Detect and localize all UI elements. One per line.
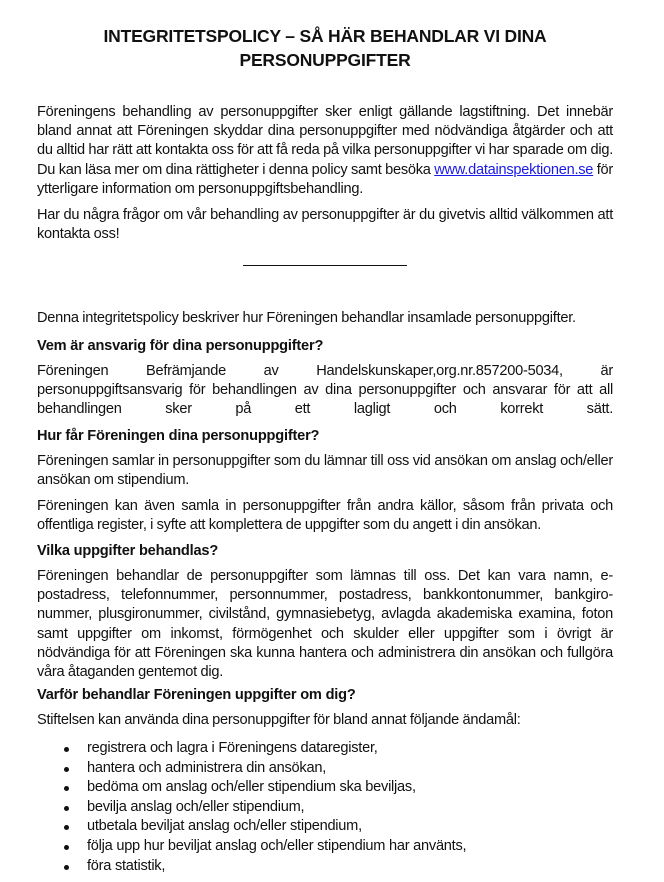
title-line-2: PERSONUPPGIFTER <box>239 50 411 70</box>
section-paragraph-how-collected-2: Föreningen kan även samla in personuppgifter från andra källor, såsom från privata och offentliga register, i syfte att komplettera de uppgifter som du angett i din ansökan. <box>37 498 613 534</box>
section-heading-why: Varför behandlar Föreningen uppgifter om dig? <box>37 687 356 703</box>
bullet-icon <box>64 747 69 752</box>
list-item: följa upp hur beviljat anslag och/eller stipendium har använts, <box>37 837 613 857</box>
bullet-icon <box>64 845 69 850</box>
title-line-1: INTEGRITETSPOLICY – SÅ HÄR BEHANDLAR VI DINA <box>103 26 547 46</box>
document-title <box>37 24 613 72</box>
intro-paragraph <box>37 103 613 199</box>
bullet-icon <box>64 786 69 791</box>
section-heading-what-data: Vilka uppgifter behandlas? <box>37 543 219 559</box>
purpose-list <box>37 739 613 876</box>
bullet-icon <box>64 806 69 811</box>
contact-paragraph: Har du några frågor om vår behandling av personuppgifter är du givetvis alltid välkommen att kontakta oss! <box>37 207 613 243</box>
list-item: bedöma om anslag och/eller stipendium ska beviljas, <box>37 778 613 798</box>
section-heading-responsible: Vem är ansvarig för dina personuppgifter? <box>37 338 324 354</box>
section-paragraph-responsible <box>37 362 613 420</box>
list-item: utbetala beviljat anslag och/eller stipendium, <box>37 817 613 837</box>
list-item: bevilja anslag och/eller stipendium, <box>37 798 613 818</box>
section-paragraph-why: Stiftelsen kan använda dina personuppgifter för bland annat följande ändamål: <box>37 712 521 728</box>
bullet-icon <box>64 767 69 772</box>
list-item: hantera och administrera din ansökan, <box>37 759 613 779</box>
policy-description: Denna integritetspolicy beskriver hur Föreningen behandlar insamlade personuppgifter. <box>37 310 576 326</box>
section-heading-how-collected: Hur får Föreningen dina personuppgifter? <box>37 428 320 444</box>
section-paragraph-how-collected-1: Föreningen samlar in personuppgifter som du lämnar till oss vid ansökan om anslag och/eller ansökan om stipendium. <box>37 453 613 489</box>
list-item: föra statistik, <box>37 857 613 877</box>
bullet-icon <box>64 825 69 830</box>
datainspektionen-link[interactable]: www.datainspektionen.se <box>434 161 594 178</box>
horizontal-divider <box>243 265 407 266</box>
section-paragraph-what-data: Föreningen behandlar de personuppgifter som lämnas till oss. Det kan vara namn, e-postadress, telefonnummer, personnummer, postadress, bankkontonummer, bankgiro-nummer, plusgironummer, civilstånd, gymnasiebetyg, avlagda akademiska examina, foton samt uppgifter om inkomst, förmögenhet och skulder eller uppgifter som i övrigt är nödvändiga för att Föreningen ska kunna hantera och administrera din ansökan och fullgöra våra åtaganden gentemot dig. <box>37 568 613 681</box>
intro-text-after-link: för ytterligare information om personuppgiftsbehandling. <box>37 161 613 197</box>
bullet-icon <box>64 865 69 870</box>
responsible-text: Föreningen Befrämjande av Handelskunskaper,org.nr.857200-5034, är personuppgiftsansvarig för behandlingen av dina personuppgifter och ansvarar för att all behandlingen sker på ett lagligt och korrekt sätt. <box>37 363 613 418</box>
list-item: registrera och lagra i Föreningens dataregister, <box>37 739 613 759</box>
intro-text: Föreningens behandling av personuppgifter sker enligt gällande lagstiftning. Det innebär bland annat att Föreningen skyddar dina personuppgifter med nödvändiga åtgärder och att du alltid har rätt att kontakta oss för att få reda på vilka personuppgifter vi har sparade om dig. Du kan läsa mer om dina rättigheter i denna policy samt besöka <box>37 104 613 178</box>
